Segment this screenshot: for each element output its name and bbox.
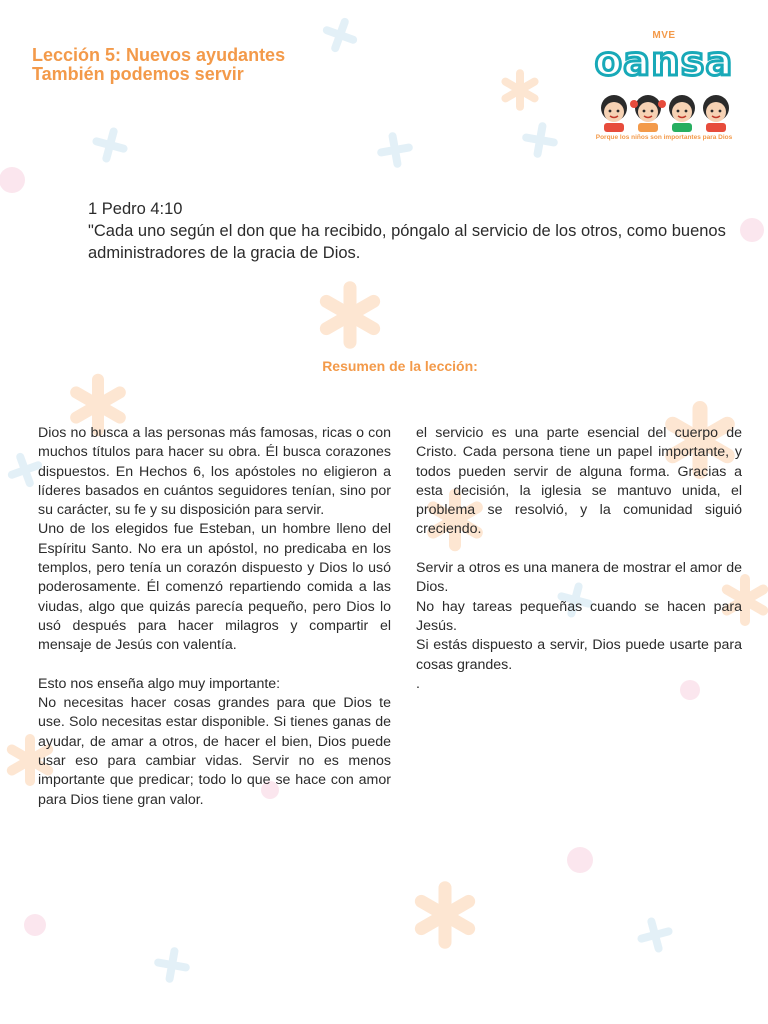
- kid-face-3: [669, 95, 695, 132]
- kids-illustration: [594, 86, 734, 132]
- paragraph-spacer: [416, 540, 742, 559]
- kid-face-4: [703, 95, 729, 132]
- lesson-title-line2: También podemos servir: [32, 64, 244, 84]
- lesson-title: [32, 46, 285, 84]
- kid-face-1: [601, 95, 627, 132]
- logo-mve-text: MVE: [652, 30, 676, 41]
- summary-paragraph: No necesitas hacer cosas grandes para que Dios te use. Solo necesitas estar disponible. Si tienes ganas de ayudar, de amar a otros, de hacer el bien, Dios puede usar eso para cambiar vidas. Servir no es menos importante que predicar; todo lo que se hace con amor para Dios tiene gran valor.: [38, 695, 391, 808]
- summary-paragraph: Si estás dispuesto a servir, Dios puede usarte para cosas grandes.: [416, 637, 742, 673]
- summary-paragraph: Uno de los elegidos fue Esteban, un hombre lleno del Espíritu Santo. No era un apóstol, no predicaba en los templos, pero tenía un corazón dispuesto y Dios lo usó poderosamente. Él comenzó repartiendo comida a las viudas, algo que quizás parecía pequeño, pero Dios lo usó después para hacer milagros y compartir el mensaje de Jesús con valentía.: [38, 521, 391, 654]
- summary-right-column: [416, 424, 742, 694]
- summary-paragraph: Dios no busca a las personas más famosas, ricas o con muchos títulos para hacer su obra. Él busca corazones dispuestos. En Hechos 6, los apóstoles no eligieron a líderes basados en cuántos seguidores tenían, sino por su carácter, su fe y su disposición para servir.: [38, 425, 391, 519]
- kid-face-2: [630, 95, 666, 132]
- summary-heading: Resumen de la lección:: [322, 358, 478, 374]
- summary-paragraph: Servir a otros es una manera de mostrar el amor de Dios.: [416, 560, 742, 596]
- summary-paragraph: No hay tareas pequeñas cuando se hacen para Jesús.: [416, 598, 742, 634]
- summary-left-column: [38, 424, 391, 810]
- logo-wordmark: oansa: [594, 39, 734, 85]
- summary-paragraph: .: [416, 675, 420, 692]
- summary-paragraph: Esto nos enseña algo muy importante:: [38, 675, 281, 692]
- logo-tagline: Porque los niños son importantes para Dios: [595, 134, 733, 141]
- lesson-title-line1: Lección 5: Nuevos ayudantes: [32, 45, 286, 65]
- verse-text: "Cada uno según el don que ha recibido, póngalo al servicio de los otros, como buenos administradores de la gracia de Dios.: [88, 222, 726, 262]
- paragraph-spacer: [38, 656, 391, 675]
- verse-reference: 1 Pedro 4:10: [88, 200, 183, 218]
- memory-verse: [88, 198, 728, 264]
- summary-paragraph: el servicio es una parte esencial del cuerpo de Cristo. Cada persona tiene un papel importante, y todos pueden servir de alguna forma. Gracias a esta decisión, la iglesia se mantuvo unida, el problema se resolvió, y la comunidad siguió creciendo.: [416, 425, 742, 538]
- oansa-logo: [580, 30, 748, 150]
